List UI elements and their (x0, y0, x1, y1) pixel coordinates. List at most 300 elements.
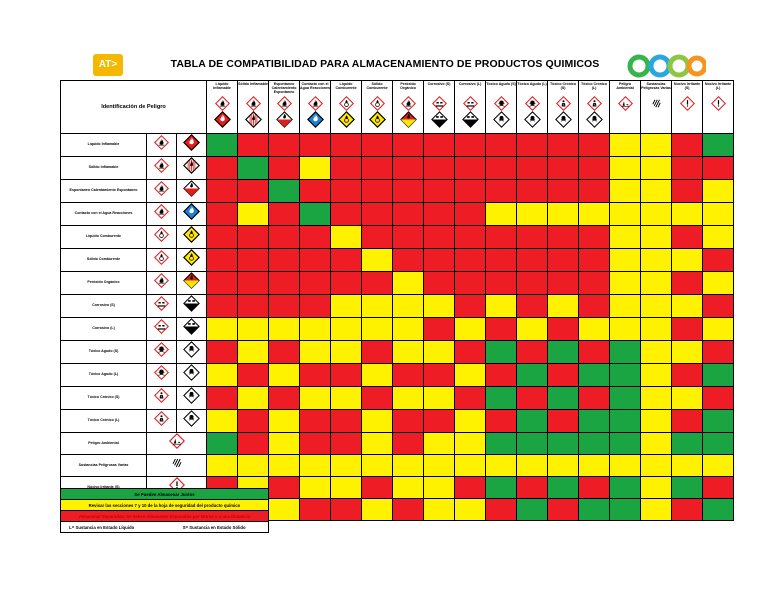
compatibility-cell (610, 180, 641, 203)
compatibility-cell (641, 272, 672, 295)
corrosive-black-white-diamond-icon (183, 295, 200, 312)
compatibility-cell (331, 341, 362, 364)
compatibility-cell (238, 180, 269, 203)
compatibility-cell (486, 499, 517, 521)
compatibility-cell (610, 249, 641, 272)
compatibility-cell (207, 226, 238, 249)
compatibility-cell (362, 341, 393, 364)
compatibility-cell (424, 477, 455, 499)
compatibility-cell (424, 387, 455, 410)
compatibility-cell (300, 249, 331, 272)
compatibility-cell (393, 180, 424, 203)
compatibility-cell (300, 455, 331, 477)
corrosive-black-white-diamond-icon (462, 111, 479, 128)
row-label: Corrosivo (L) (61, 318, 147, 341)
compatibility-cell (579, 477, 610, 499)
compatibility-cell (610, 203, 641, 226)
compatibility-cell (331, 364, 362, 387)
toxic-diamond-icon (183, 387, 200, 404)
compatibility-cell (269, 318, 300, 341)
compatibility-cell (300, 180, 331, 203)
flame-striped-diamond-icon (183, 157, 200, 174)
compatibility-cell (486, 318, 517, 341)
compatibility-cell (300, 318, 331, 341)
compatibility-cell (424, 318, 455, 341)
compatibility-cell (455, 433, 486, 455)
compatibility-cell (362, 433, 393, 455)
compatibility-cell (548, 499, 579, 521)
row-icon-secondary (177, 134, 207, 157)
compatibility-cell (672, 134, 703, 157)
compatibility-table (60, 80, 734, 521)
row-icon (147, 180, 177, 203)
compatibility-cell (238, 157, 269, 180)
compatibility-cell (486, 134, 517, 157)
flame-icon (277, 96, 292, 111)
row-icon-secondary (177, 364, 207, 387)
compatibility-cell (455, 387, 486, 410)
corrosive-black-white-diamond-icon (431, 111, 448, 128)
compatibility-cell (672, 157, 703, 180)
compatibility-cell (641, 433, 672, 455)
compatibility-cell (238, 295, 269, 318)
compatibility-cell (393, 341, 424, 364)
column-header-label: Tóxico Crónico (L) (580, 82, 608, 90)
column-header (486, 81, 517, 134)
row-icon (147, 157, 177, 180)
health-hazard-icon (587, 96, 602, 111)
health-hazard-icon (154, 411, 169, 426)
skull-icon (494, 96, 509, 111)
compatibility-cell (548, 387, 579, 410)
legend-green: Se Pueden Almacenar Juntos (61, 489, 269, 500)
compatibility-cell (703, 499, 734, 521)
compatibility-cell (207, 410, 238, 433)
compatibility-cell (455, 180, 486, 203)
flame-over-circle-icon (370, 96, 385, 111)
row-icon (147, 387, 177, 410)
compatibility-cell (672, 455, 703, 477)
compatibility-cell (455, 226, 486, 249)
compatibility-cell (517, 499, 548, 521)
compatibility-cell (548, 249, 579, 272)
compatibility-cell (517, 477, 548, 499)
compatibility-cell (207, 318, 238, 341)
compatibility-cell (331, 134, 362, 157)
column-header-label: Espontaneo Calentamiento Espontaneo (271, 82, 297, 94)
compatibility-cell (238, 387, 269, 410)
compatibility-cell (362, 226, 393, 249)
row-label: Nocivo Irritante (S) (61, 477, 147, 499)
compatibility-cell (517, 410, 548, 433)
exclamation-icon (680, 96, 695, 111)
compatibility-cell (331, 477, 362, 499)
compatibility-cell (331, 433, 362, 455)
table-row (61, 295, 734, 318)
toxic-diamond-icon (183, 364, 200, 381)
compatibility-cell (672, 433, 703, 455)
compatibility-cell (517, 134, 548, 157)
compatibility-cell (300, 499, 331, 521)
oxidizer-yellow-diamond-icon (369, 111, 386, 128)
compatibility-cell (703, 203, 734, 226)
compatibility-cell (579, 387, 610, 410)
compatibility-cell (424, 203, 455, 226)
compatibility-cell (269, 455, 300, 477)
compatibility-cell (517, 387, 548, 410)
company-logo: AT> (93, 54, 123, 76)
compatibility-cell (300, 134, 331, 157)
row-icon-secondary (177, 387, 207, 410)
compatibility-cell (455, 364, 486, 387)
compatibility-cell (703, 134, 734, 157)
column-header (300, 81, 331, 134)
compatibility-cell (393, 157, 424, 180)
compatibility-cell (269, 341, 300, 364)
row-icon (147, 410, 177, 433)
flame-white-red-diamond-icon (276, 111, 293, 128)
compatibility-cell (610, 477, 641, 499)
compatibility-cell (517, 341, 548, 364)
column-header-label: Contacto con el Agua Reacciones (300, 82, 331, 90)
compatibility-cell (548, 157, 579, 180)
compatibility-cell (610, 410, 641, 433)
compatibility-cell (362, 477, 393, 499)
compatibility-cell (393, 134, 424, 157)
flame-over-circle-icon (339, 96, 354, 111)
compatibility-cell (393, 364, 424, 387)
compatibility-cell (238, 226, 269, 249)
compatibility-cell (517, 226, 548, 249)
compatibility-cell (703, 455, 734, 477)
compatibility-cell (424, 455, 455, 477)
compatibility-cell (207, 364, 238, 387)
compatibility-cell (641, 387, 672, 410)
compatibility-cell (331, 499, 362, 521)
compatibility-cell (269, 410, 300, 433)
column-header (362, 81, 393, 134)
compatibility-cell (486, 433, 517, 455)
compatibility-cell (641, 477, 672, 499)
compatibility-cell (610, 455, 641, 477)
compatibility-cell (424, 295, 455, 318)
table-row (61, 272, 734, 295)
compatibility-cell (548, 272, 579, 295)
compatibility-cell (486, 477, 517, 499)
compatibility-cell (207, 455, 238, 477)
flame-icon (308, 96, 323, 111)
compatibility-cell (672, 203, 703, 226)
compatibility-cell (610, 433, 641, 455)
compatibility-cell (362, 134, 393, 157)
compatibility-cell (269, 387, 300, 410)
compatibility-cell (424, 499, 455, 521)
health-hazard-icon (154, 388, 169, 403)
table-row (61, 455, 734, 477)
column-header (610, 81, 641, 134)
compatibility-cell (610, 387, 641, 410)
compatibility-cell (486, 226, 517, 249)
column-header (238, 81, 269, 134)
compatibility-cell (362, 157, 393, 180)
compatibility-cell (269, 272, 300, 295)
flame-icon (154, 181, 169, 196)
column-header-label: Tóxico Crónico (S) (549, 82, 577, 90)
compatibility-cell (672, 226, 703, 249)
table-row (61, 157, 734, 180)
row-icon-secondary (177, 249, 207, 272)
row-label: Peróxido Orgánico (61, 272, 147, 295)
row-icon (147, 455, 207, 477)
compatibility-cell (300, 157, 331, 180)
column-header-label: Nocivo Irritante (S) (673, 82, 701, 90)
compatibility-cell (300, 203, 331, 226)
compatibility-cell (610, 364, 641, 387)
column-header (517, 81, 548, 134)
flame-white-red-diamond-icon (183, 180, 200, 197)
compatibility-cell (269, 180, 300, 203)
row-icon (147, 272, 177, 295)
column-header-label: Corrosivo (L) (458, 82, 482, 86)
compatibility-cell (455, 499, 486, 521)
row-icon-secondary (177, 157, 207, 180)
compatibility-cell (300, 433, 331, 455)
row-icon (147, 203, 177, 226)
compatibility-cell (393, 477, 424, 499)
flame-icon (154, 158, 169, 173)
toxic-diamond-icon (183, 410, 200, 427)
environment-icon (169, 433, 185, 449)
compatibility-cell (238, 318, 269, 341)
row-label: Contacto con el Agua Reacciones (61, 203, 147, 226)
compatibility-cell (703, 249, 734, 272)
row-icon (147, 433, 207, 455)
compatibility-cell (362, 410, 393, 433)
compatibility-cell (331, 455, 362, 477)
flame-striped-diamond-icon (245, 111, 262, 128)
flame-red-diamond-icon (214, 111, 231, 128)
row-label: Sólido Comburente (61, 249, 147, 272)
compatibility-cell (672, 318, 703, 341)
compatibility-cell (641, 499, 672, 521)
compatibility-cell (207, 272, 238, 295)
compatibility-cell (703, 433, 734, 455)
compatibility-cell (579, 433, 610, 455)
compatibility-cell (548, 180, 579, 203)
compatibility-cell (362, 203, 393, 226)
compatibility-cell (672, 477, 703, 499)
compatibility-cell (393, 499, 424, 521)
compatibility-cell (207, 134, 238, 157)
column-header-label: Sólido Comburente (366, 82, 388, 90)
table-row (61, 180, 734, 203)
peroxide-red-yellow-diamond-icon (183, 272, 200, 289)
compatibility-cell (703, 226, 734, 249)
compatibility-cell (269, 226, 300, 249)
compatibility-cell (362, 295, 393, 318)
row-icon (147, 249, 177, 272)
table-row (61, 318, 734, 341)
corrosion-icon (432, 96, 447, 111)
compatibility-cell (703, 318, 734, 341)
compatibility-cell (331, 203, 362, 226)
compatibility-cell (672, 295, 703, 318)
compatibility-cell (207, 180, 238, 203)
column-header-label: Líquido Comburente (335, 82, 357, 90)
column-header (393, 81, 424, 134)
flame-icon (215, 96, 230, 111)
compatibility-cell (579, 203, 610, 226)
compatibility-cell (641, 226, 672, 249)
compatibility-cell (455, 477, 486, 499)
compatibility-cell (486, 157, 517, 180)
compatibility-cell (548, 410, 579, 433)
misc-stripes-icon (649, 96, 664, 111)
column-header-label: Nocivo Irritante (L) (704, 82, 732, 90)
compatibility-cell (517, 455, 548, 477)
compatibility-cell (641, 318, 672, 341)
compatibility-cell (393, 318, 424, 341)
row-label: Tóxico Agudo (L) (61, 364, 147, 387)
compatibility-cell (238, 134, 269, 157)
flame-red-diamond-icon (183, 134, 200, 151)
compatibility-cell (393, 295, 424, 318)
table-row (61, 341, 734, 364)
column-header (269, 81, 300, 134)
compatibility-cell (207, 157, 238, 180)
compatibility-cell (672, 410, 703, 433)
flame-blue-diamond-icon (183, 203, 200, 220)
compatibility-cell (424, 157, 455, 180)
row-label: Corrosivo (S) (61, 295, 147, 318)
compatibility-cell (331, 157, 362, 180)
brand-circles-logo (624, 49, 706, 83)
compatibility-cell (424, 364, 455, 387)
compatibility-cell (393, 410, 424, 433)
compatibility-cell (331, 272, 362, 295)
compatibility-cell (579, 410, 610, 433)
compatibility-cell (238, 433, 269, 455)
compatibility-cell (672, 364, 703, 387)
compatibility-cell (641, 134, 672, 157)
compatibility-cell (641, 455, 672, 477)
column-header (703, 81, 734, 134)
compatibility-cell (269, 295, 300, 318)
exclamation-icon (711, 96, 726, 111)
row-icon-secondary (177, 410, 207, 433)
compatibility-cell (207, 203, 238, 226)
compatibility-cell (424, 410, 455, 433)
compatibility-cell (455, 410, 486, 433)
compatibility-cell (486, 387, 517, 410)
compatibility-cell (486, 364, 517, 387)
misc-stripes-icon (169, 455, 185, 471)
compatibility-cell (393, 433, 424, 455)
table-row (61, 433, 734, 455)
compatibility-cell (207, 433, 238, 455)
table-row (61, 134, 734, 157)
compatibility-cell (393, 272, 424, 295)
compatibility-cell (269, 364, 300, 387)
compatibility-cell (610, 318, 641, 341)
row-label: Sustancias Peligrosas Varias (61, 455, 147, 477)
compatibility-cell (238, 272, 269, 295)
compatibility-cell (672, 499, 703, 521)
compatibility-cell (579, 341, 610, 364)
row-icon-secondary (177, 180, 207, 203)
compatibility-cell (455, 157, 486, 180)
compatibility-cell (393, 249, 424, 272)
compatibility-cell (331, 387, 362, 410)
flame-over-circle-icon (154, 250, 169, 265)
compatibility-cell (455, 249, 486, 272)
compatibility-cell (424, 433, 455, 455)
compatibility-cell (424, 272, 455, 295)
compatibility-cell (331, 226, 362, 249)
compatibility-cell (517, 249, 548, 272)
compatibility-cell (269, 477, 300, 499)
compatibility-cell (362, 272, 393, 295)
compatibility-cell (331, 180, 362, 203)
compatibility-cell (238, 410, 269, 433)
compatibility-cell (455, 318, 486, 341)
row-label: Tóxico Crónico (S) (61, 387, 147, 410)
row-label: Sólido Inflamable (61, 157, 147, 180)
compatibility-cell (517, 203, 548, 226)
compatibility-cell (703, 387, 734, 410)
oxidizer-yellow-diamond-icon (183, 249, 200, 266)
compatibility-cell (300, 226, 331, 249)
corrosion-icon (463, 96, 478, 111)
row-icon-secondary (177, 272, 207, 295)
compatibility-cell (300, 364, 331, 387)
compatibility-cell (610, 295, 641, 318)
compatibility-cell (455, 203, 486, 226)
compatibility-cell (610, 157, 641, 180)
compatibility-cell (424, 249, 455, 272)
column-header (641, 81, 672, 134)
compatibility-cell (424, 226, 455, 249)
column-header-label: Corrosivo (S) (427, 82, 451, 86)
compatibility-cell (703, 341, 734, 364)
compatibility-cell (269, 157, 300, 180)
column-header-label: Tóxico Agudo (S) (486, 82, 516, 86)
row-icon-secondary (177, 341, 207, 364)
compatibility-cell (672, 341, 703, 364)
compatibility-cell (269, 433, 300, 455)
legend-yellow: Revisar las secciones 7 y 10 de la hoja de seguridad del producto químico (61, 500, 269, 511)
compatibility-cell (579, 295, 610, 318)
compatibility-cell (486, 272, 517, 295)
column-header-label: Sólido Inflamable (238, 82, 268, 86)
corrosion-icon (154, 319, 169, 334)
row-icon-secondary (177, 318, 207, 341)
compatibility-cell (486, 203, 517, 226)
column-header (548, 81, 579, 134)
compatibility-cell (703, 157, 734, 180)
legend-solid: S= Sustancia en Estado Sólido (182, 524, 246, 530)
compatibility-cell (548, 455, 579, 477)
compatibility-cell (424, 341, 455, 364)
flame-icon (401, 96, 416, 111)
column-header-label: Líquido Inflamable (213, 82, 231, 90)
toxic-diamond-icon (555, 111, 572, 128)
row-icon (147, 134, 177, 157)
page-title: TABLA DE COMPATIBILIDAD PARA ALMACENAMIENTO DE PRODUCTOS QUIMICOS (170, 58, 600, 70)
flame-icon (154, 135, 169, 150)
compatibility-cell (672, 249, 703, 272)
compatibility-cell (672, 180, 703, 203)
